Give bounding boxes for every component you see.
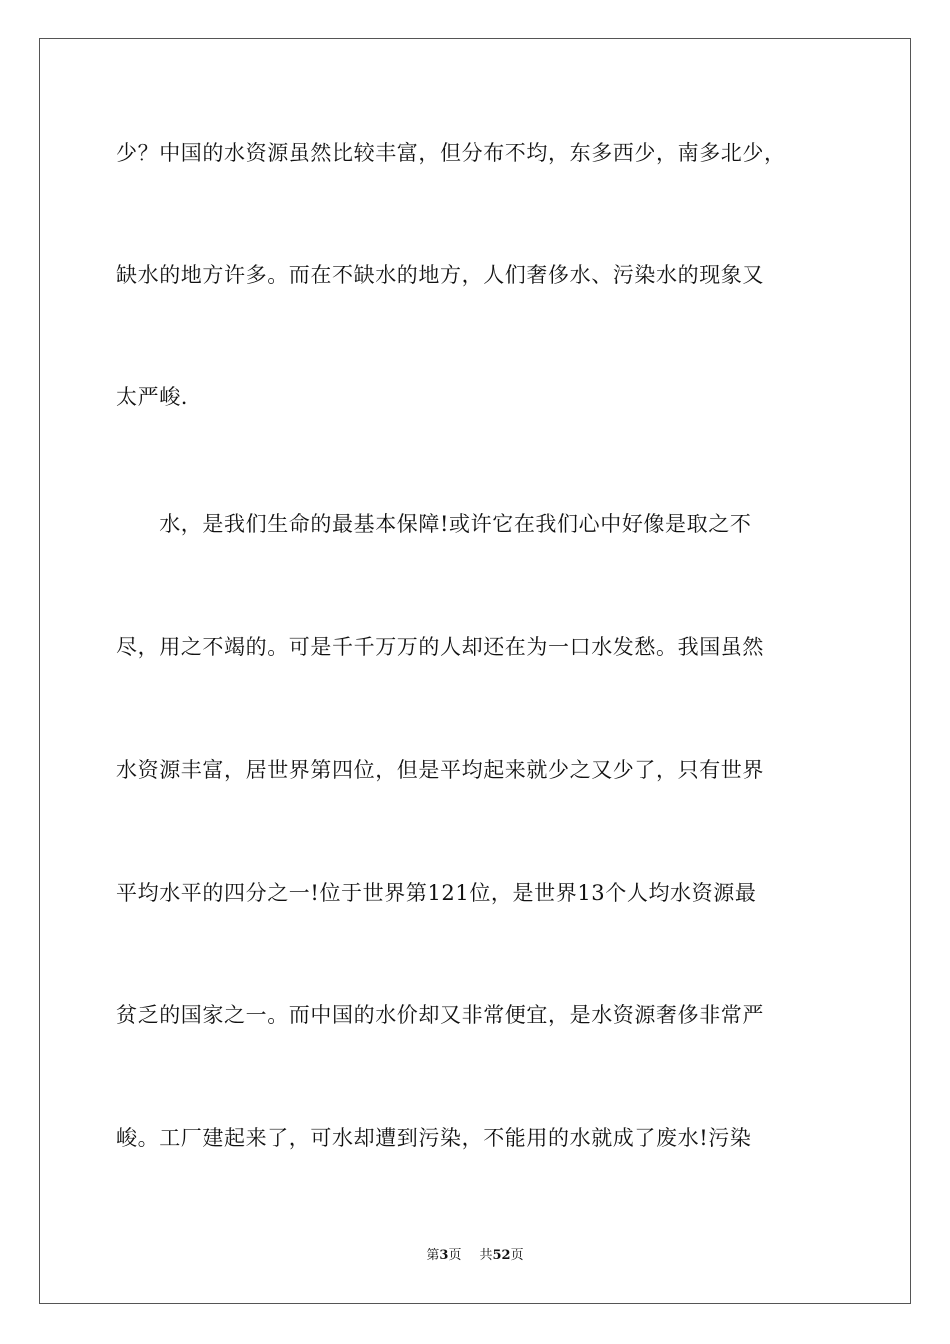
- total-pages: 52: [492, 1248, 511, 1263]
- page-footer: [0, 1247, 950, 1265]
- page-number-prefix: 第: [426, 1248, 440, 1263]
- body-text-line: 水，是我们生命的最基本保障!或许它在我们心中好像是取之不: [116, 512, 752, 536]
- body-text-line: 尽，用之不竭的。可是千千万万的人却还在为一口水发愁。我国虽然: [116, 635, 764, 659]
- body-text-line: 缺水的地方许多。而在不缺水的地方，人们奢侈水、污染水的现象又: [116, 263, 764, 287]
- body-text-line: 少？中国的水资源虽然比较丰富，但分布不均，东多西少，南多北少，: [116, 141, 786, 165]
- total-pages-prefix: 共: [479, 1248, 493, 1263]
- body-text-line: 平均水平的四分之一!位于世界第121位，是世界13个人均水资源最: [116, 881, 757, 905]
- total-pages-suffix: 页: [510, 1248, 524, 1263]
- body-text-line: 水资源丰富，居世界第四位，但是平均起来就少之又少了，只有世界: [116, 758, 764, 782]
- body-text-line: 太严峻.: [116, 385, 189, 409]
- body-text-line: 峻。工厂建起来了，可水却遭到污染，不能用的水就成了废水!污染: [116, 1126, 752, 1150]
- page-border: [39, 38, 911, 1304]
- page-number: 3: [439, 1248, 449, 1263]
- page-number-suffix: 页: [448, 1248, 462, 1263]
- body-text-line: 贫乏的国家之一。而中国的水价却又非常便宜，是水资源奢侈非常严: [116, 1003, 764, 1027]
